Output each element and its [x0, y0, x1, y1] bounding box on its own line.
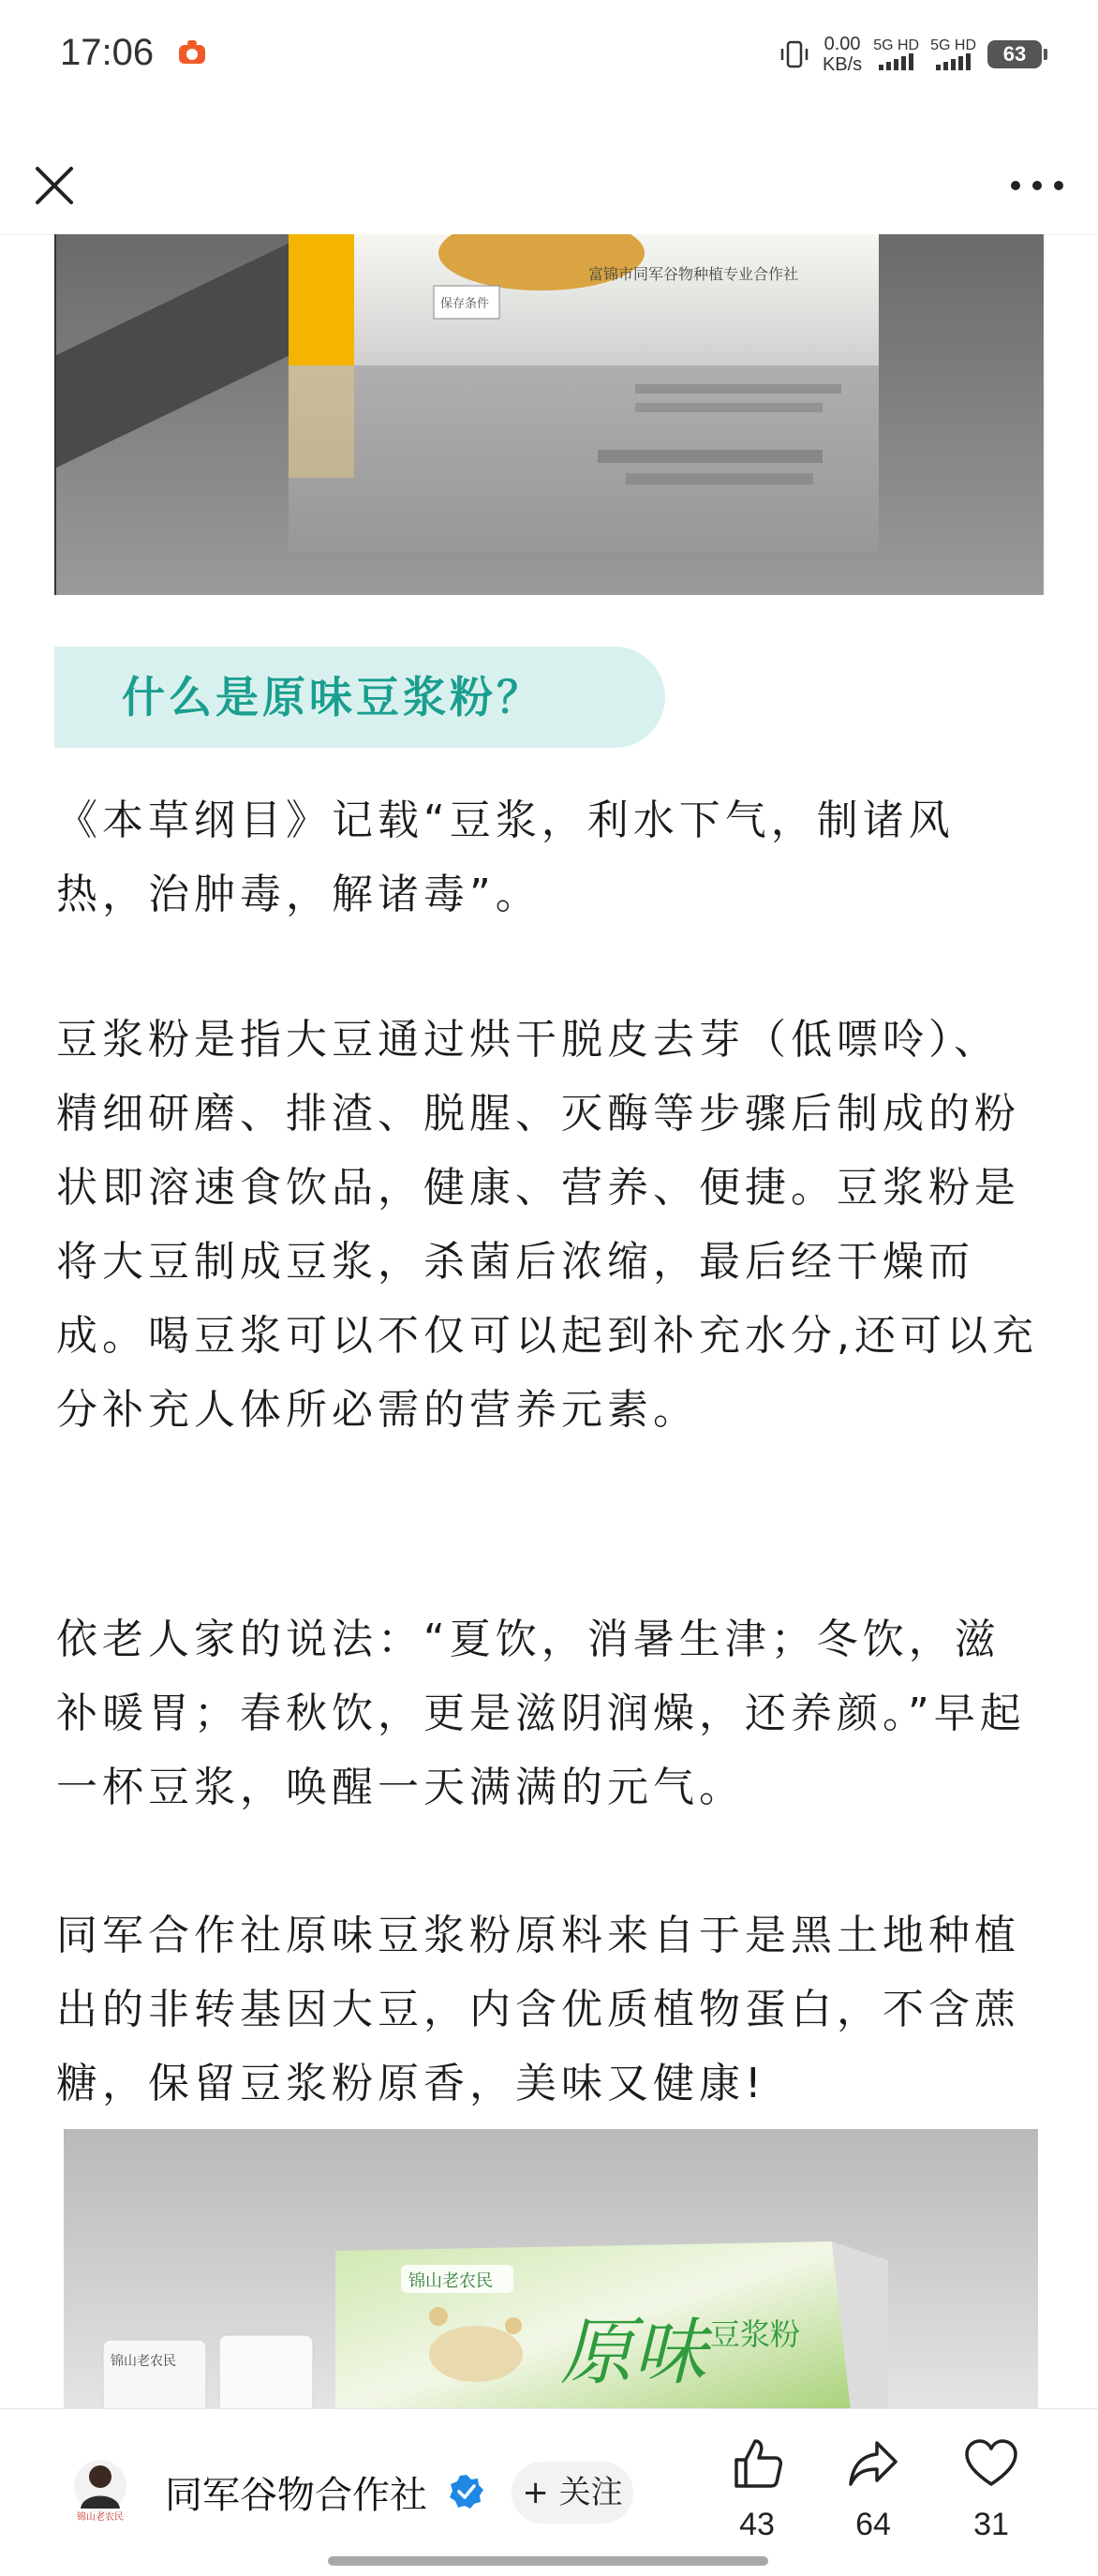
- sachet-brand-text: 锦山老农民: [111, 2354, 176, 2369]
- box-product-main: 原味: [560, 2311, 707, 2395]
- signal-bars-icon: [879, 53, 913, 70]
- like-button[interactable]: [710, 2435, 804, 2543]
- status-bar: [0, 0, 1098, 112]
- article-content[interactable]: [0, 234, 1098, 2408]
- net-speed: 0.00 KB/s: [822, 34, 863, 75]
- share-button[interactable]: [826, 2435, 920, 2543]
- section-heading: [54, 647, 665, 748]
- box-brand-text: 富锦市同军谷物种植专业合作社: [588, 265, 799, 283]
- vibrate-icon: [778, 37, 811, 71]
- product-photo-bottom: [64, 2129, 1038, 2408]
- author-avatar[interactable]: [67, 2456, 133, 2522]
- close-icon[interactable]: [28, 159, 81, 212]
- article-paragraph: 同军合作社原味豆浆粉原料来自于是黑土地种植出的非转基因大豆，内含优质植物蛋白，不含蔗糖，保留豆浆粉原香，美味又健康!: [56, 1912, 1020, 2107]
- article-paragraph: 《本草纲目》记载“豆浆，利水下气，制诸风热，治肿毒，解诸毒”。: [56, 797, 955, 918]
- top-nav: [0, 141, 1098, 235]
- follow-button[interactable]: + 关注: [512, 2462, 633, 2524]
- avatar-caption: 锦山老农民: [77, 2512, 124, 2522]
- product-photo-top: [54, 234, 1044, 595]
- bottom-action-bar: [0, 2408, 1098, 2576]
- favorite-count: 31: [973, 2507, 1009, 2542]
- heart-icon: [963, 2435, 1019, 2492]
- more-horizontal-icon[interactable]: [1004, 159, 1070, 212]
- author-name[interactable]: 同军谷物合作社: [165, 2474, 427, 2517]
- verified-badge-icon: [448, 2473, 485, 2510]
- section-heading-text: 什么是原味豆浆粉？: [122, 672, 543, 722]
- box-product-sub: 豆浆粉: [710, 2316, 801, 2352]
- app-notification-icon: [176, 37, 208, 69]
- share-count: 64: [855, 2507, 891, 2542]
- signal-bars-icon: [936, 53, 971, 70]
- article-paragraph: 豆浆粉是指大豆通过烘干脱皮去芽（低嘌呤）、精细研磨、排渣、脱腥、灭酶等步骤后制成的粉状即溶速食饮品，健康、营养、便捷。豆浆粉是将大豆制成豆浆，杀菌后浓缩，最后经干燥而成。喝豆浆可以不仅可以起到补充水分,还可以充分补充人体所必需的营养元素。: [56, 1016, 1038, 1434]
- signal-sim1: 5G HD: [873, 38, 919, 70]
- box-label-text: 保存条件: [440, 297, 490, 311]
- home-indicator[interactable]: [328, 2556, 768, 2566]
- like-count: 43: [739, 2507, 775, 2542]
- battery-indicator: 63: [987, 40, 1042, 68]
- thumbs-up-icon: [729, 2435, 785, 2492]
- signal-sim2: 5G HD: [930, 38, 976, 70]
- favorite-button[interactable]: [944, 2435, 1038, 2543]
- status-time: 17:06: [60, 32, 155, 73]
- article-paragraph: 依老人家的说法：“夏饮，消暑生津；冬饮，滋补暖胃；春秋饮，更是滋阴润燥，还养颜。”早起一杯豆浆，唤醒一天满满的元气。: [56, 1616, 1026, 1811]
- box-brand-label: 锦山老农民: [408, 2271, 493, 2291]
- share-arrow-icon: [845, 2435, 901, 2492]
- status-right: [778, 28, 1042, 81]
